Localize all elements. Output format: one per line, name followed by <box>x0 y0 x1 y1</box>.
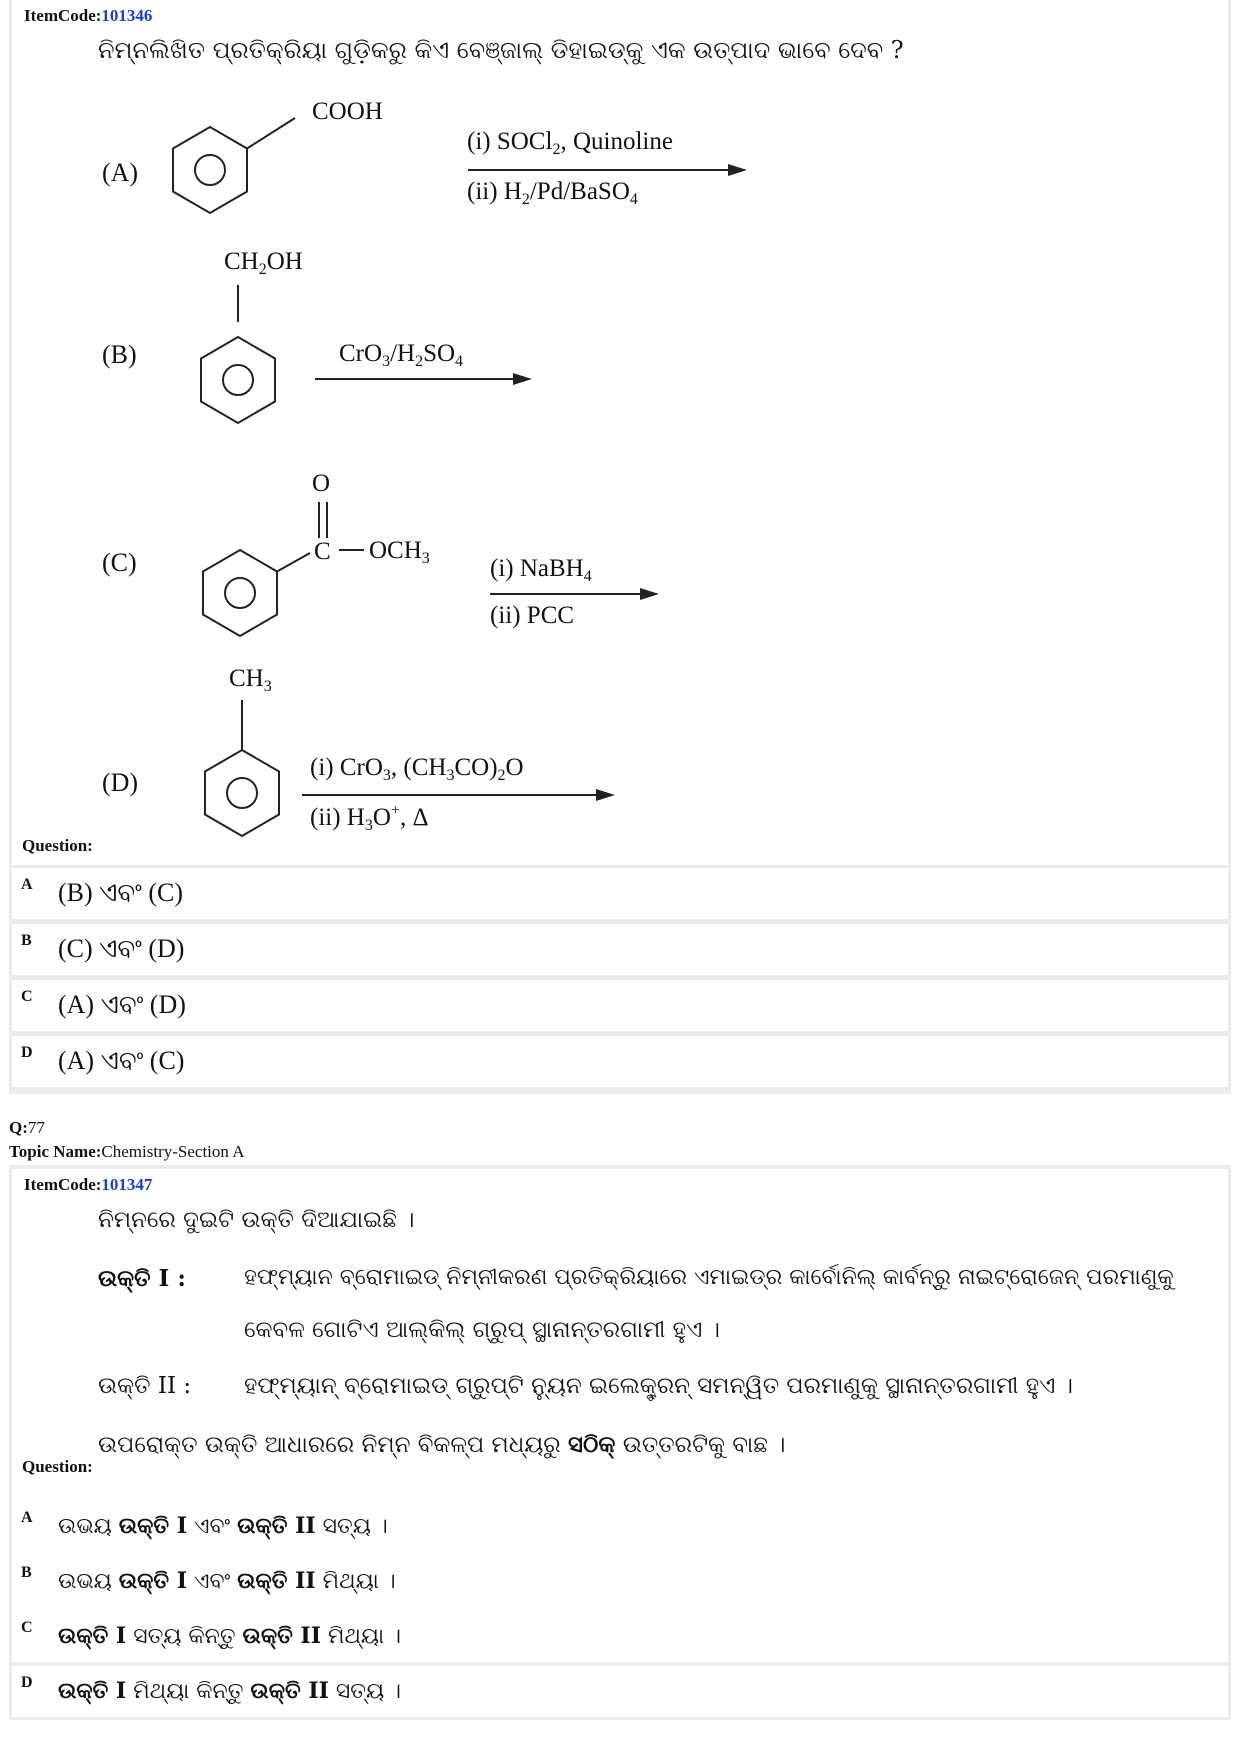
topic-name: Topic Name:Chemistry-Section A <box>9 1142 245 1161</box>
option-text: ଉକ୍ତି I ସତ୍ୟ କିନ୍ତୁ ଉକ୍ତି II ମିଥ୍ୟା । <box>58 1623 401 1649</box>
reaction-b-label: (B) <box>102 340 137 369</box>
question-77-block <box>9 1165 1231 1720</box>
option-c[interactable] <box>12 1611 1228 1662</box>
reaction-c-reagent-2: (ii) PCC <box>490 602 575 629</box>
statement-2-text: ହଫ୍‌ମ୍ୟାନ୍ ବ୍ରୋମାଇଡ୍ ଗ୍ରୁପ୍‌ଟି ନ୍ୟୁନ ଇଲେକ୍ଟ୍ରନ୍ ସମନ୍ୱିତ ପରମାଣୁକୁ ସ୍ଥାନାନ୍ତରଗାମୀ ହୁଏ । <box>244 1373 1073 1399</box>
option-text: ଉକ୍ତି I ମିଥ୍ୟା କିନ୍ତୁ ଉକ୍ତି II ସତ୍ୟ । <box>58 1678 401 1704</box>
question-number: Q:77 <box>9 1118 45 1137</box>
option-a[interactable] <box>12 1501 1228 1552</box>
option-text: (B) ଏବଂ (C) <box>58 878 184 907</box>
option-letter: A <box>21 876 33 893</box>
reaction-c-group: $OCH_3$ <box>369 537 430 567</box>
option-text: (C) ଏବଂ (D) <box>58 934 185 963</box>
option-a[interactable] <box>12 868 1228 919</box>
question-stem: ନିମ୍ନଲିଖିତ ପ୍ରତିକ୍ରିୟା ଗୁଡ଼ିକରୁ କିଏ ବେଞ୍ଜାଲ୍ ଡିହାଇଡ୍‌କୁ ଏକ ଉତ୍ପାଦ ଭାବେ ଦେବ ? <box>98 36 904 64</box>
option-c[interactable] <box>12 980 1228 1031</box>
option-letter: C <box>21 1619 33 1636</box>
question-76-block <box>9 0 1231 1094</box>
option-text: (A) ଏବଂ (C) <box>58 1046 185 1075</box>
statement-1-line-2: କେବଳ ଗୋଟିଏ ଆଲ୍‌କିଲ୍ ଗ୍ରୁପ୍ ସ୍ଥାନାନ୍ତରଗାମୀ ହୁଏ । <box>244 1317 720 1343</box>
option-d[interactable] <box>12 1666 1228 1717</box>
statements-intro: ନିମ୍ନରେ ଦୁଇଟି ଉକ୍ତି ଦିଆଯାଇଛି । <box>98 1207 415 1233</box>
option-letter: C <box>21 988 33 1005</box>
reaction-a-reagent-2: (ii) $H_2/Pd/BaSO_4$ <box>467 178 638 208</box>
reaction-c-reagent-1: (i) NaBH$_4$ <box>490 555 592 585</box>
option-text: ଉଭୟ ଉକ୍ତି I ଏବଂ ଉକ୍ତି II ସତ୍ୟ । <box>58 1513 388 1539</box>
item-code: ItemCode:101346 <box>24 6 153 25</box>
reaction-a-label: (A) <box>102 158 139 187</box>
statement-2-label: ଉକ୍ତି II : <box>98 1373 192 1399</box>
statement-1-label: ଉକ୍ତି I : <box>98 1265 186 1292</box>
option-b[interactable] <box>12 1556 1228 1607</box>
reaction-a-reagent-1: (i) SOCl$_2$, Quinoline <box>467 128 673 158</box>
reaction-c-oxygen: O <box>312 470 331 497</box>
reaction-c-carbon: C <box>314 538 331 565</box>
option-letter: B <box>21 932 32 949</box>
option-letter: D <box>21 1674 33 1691</box>
reaction-d-reagent-1: (i) CrO$_3$, $(CH_3CO)_2O$ <box>310 754 524 784</box>
option-letter: B <box>21 1564 32 1581</box>
statement-1-line-1: ହଫ୍‌ମ୍ୟାନ ବ୍ରୋମାଇଡ୍ ନିମ୍ନୀକରଣ ପ୍ରତିକ୍ରିୟାରେ ଏମାଇଡ୍‌ର କାର୍ବୋନିଲ୍ କାର୍ବନ୍‌ରୁ ନାଇଟ୍ରୋଜେନ୍ ପରମାଣୁକୁ <box>244 1265 1174 1290</box>
reaction-b-reagent: $CrO_3/H_2SO_4$ <box>339 340 464 370</box>
reaction-d-group: $CH_3$ <box>229 665 272 695</box>
question-label: Question: <box>22 836 93 855</box>
reaction-c-label: (C) <box>102 548 137 577</box>
option-d[interactable] <box>12 1036 1228 1087</box>
question-label: Question: <box>22 1457 93 1476</box>
reaction-a-group: COOH <box>312 98 383 125</box>
reaction-d-label: (D) <box>102 768 139 797</box>
option-letter: A <box>21 1509 33 1526</box>
reaction-d-reagent-2: (ii) $H_3O^+$, Δ <box>310 802 429 834</box>
option-text: (A) ଏବଂ (D) <box>58 990 186 1019</box>
option-text: ଉଭୟ ଉକ୍ତି I ଏବଂ ଉକ୍ତି II ମିଥ୍ୟା । <box>58 1568 396 1594</box>
option-letter: D <box>21 1044 33 1061</box>
option-b[interactable] <box>12 924 1228 975</box>
item-code: ItemCode:101347 <box>24 1175 153 1194</box>
question-76-body <box>12 0 1228 865</box>
reaction-b-group: $CH_2OH$ <box>224 248 303 278</box>
instruction: ଉପରୋକ୍ତ ଉକ୍ତି ଆଧାରରେ ନିମ୍ନ ବିକଳ୍ପ ମଧ୍ୟରୁ ସଠିକ୍ ଉତ୍ତରଟିକୁ ବାଛ । <box>98 1431 786 1458</box>
reaction-d-arrow <box>12 0 13 1</box>
